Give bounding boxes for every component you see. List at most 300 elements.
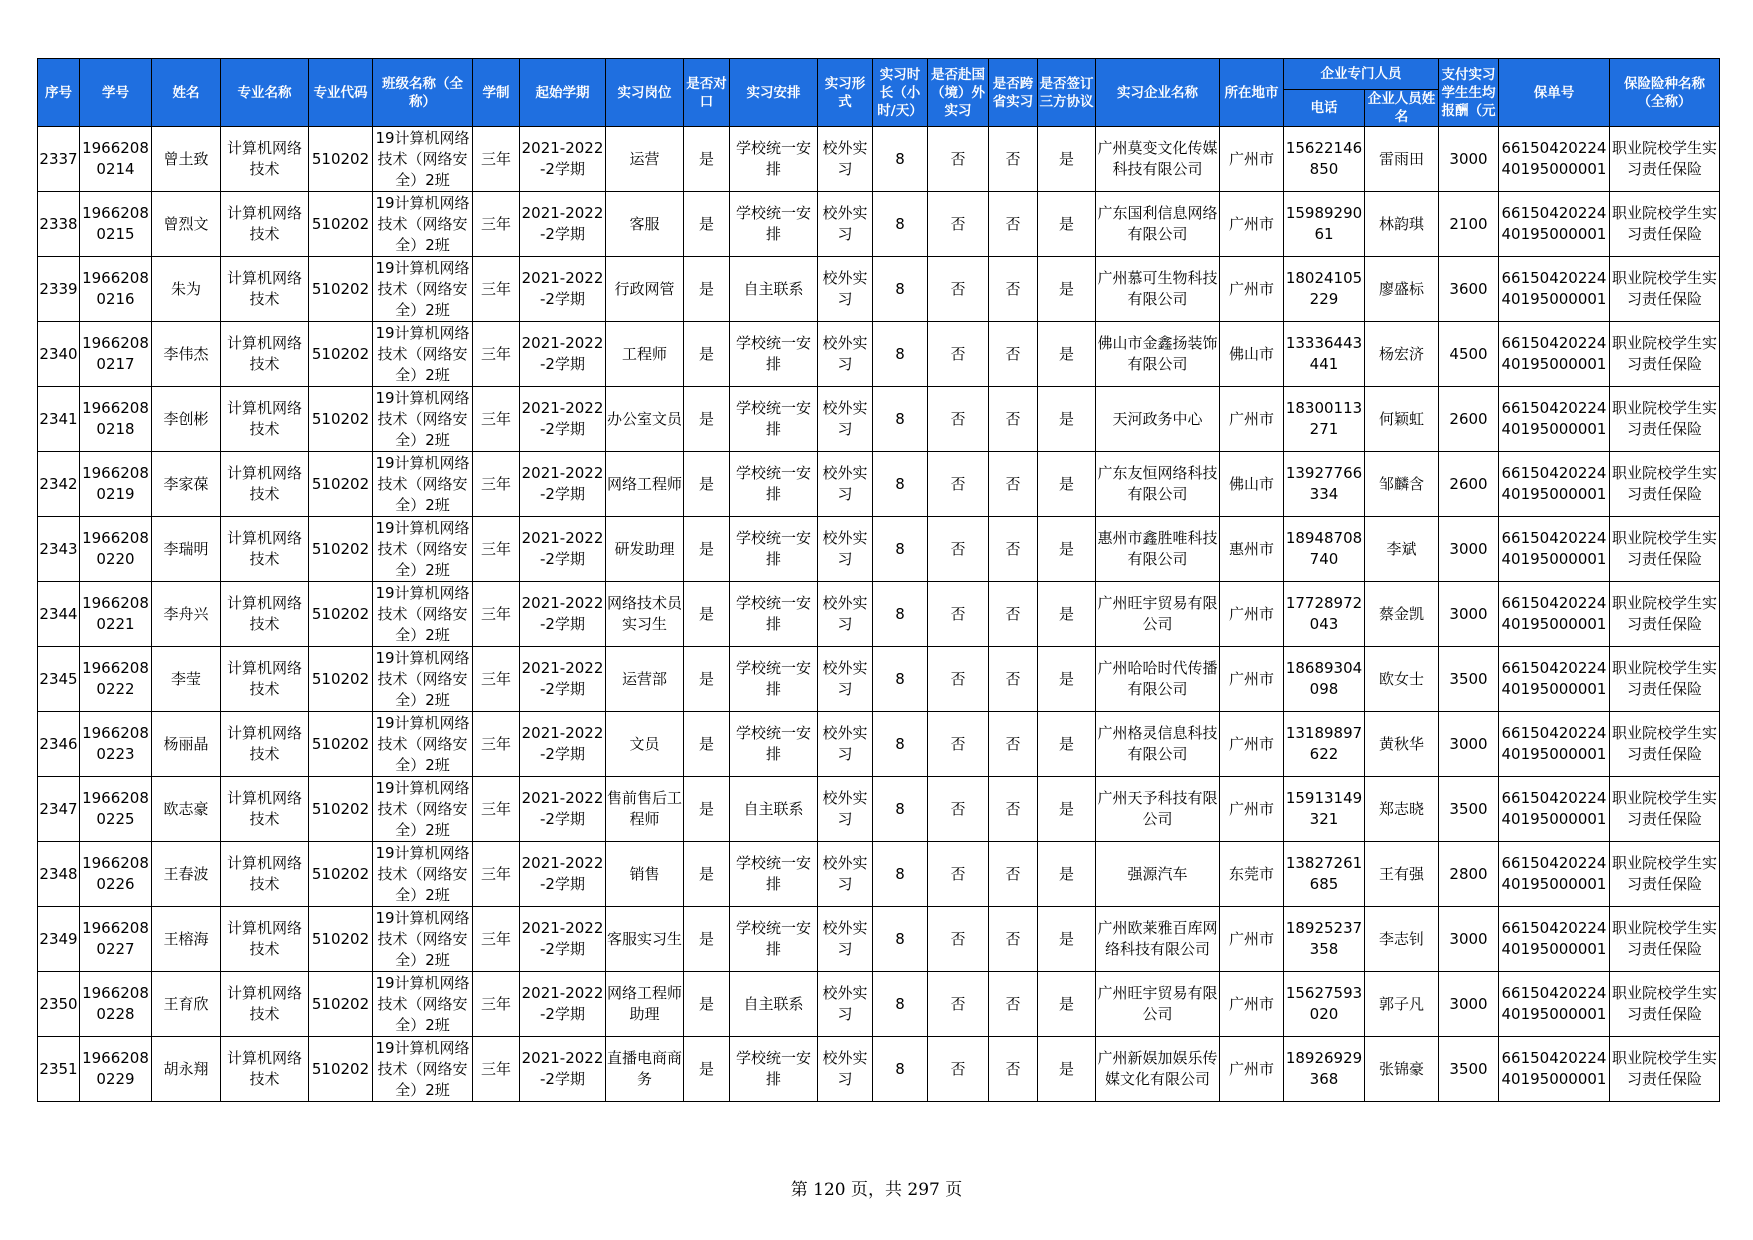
cell-text: 广州市 xyxy=(1228,669,1274,688)
cell-text: 学校统一安排 xyxy=(735,854,811,893)
cell-text: 广州旺宇贸易有限公司 xyxy=(1097,594,1218,633)
cell-text: 李瑞明 xyxy=(163,539,209,558)
cell-hours xyxy=(873,1037,928,1102)
cell-text: 510202 xyxy=(311,279,370,298)
cell-hours xyxy=(873,777,928,842)
cell-text: 是 xyxy=(698,734,714,753)
cell-text: 2349 xyxy=(39,929,78,948)
cell-text: 13336443441 xyxy=(1285,334,1363,373)
cell-student-id xyxy=(80,192,152,257)
cell-text: 否 xyxy=(950,539,966,558)
cell-contact-name xyxy=(1365,127,1439,192)
cell-text: 计算机网络技术 xyxy=(226,1049,302,1088)
cell-policy-no xyxy=(1499,647,1610,712)
cell-abroad xyxy=(928,712,989,777)
cell-text: 2339 xyxy=(39,279,78,298)
cell-arrangement xyxy=(730,127,818,192)
cell-company xyxy=(1096,322,1220,387)
cell-insurance xyxy=(1610,192,1720,257)
cell-text: 否 xyxy=(950,994,966,1013)
cell-text: 否 xyxy=(1005,799,1021,818)
cell-student-id xyxy=(80,582,152,647)
cell-text: 胡永翔 xyxy=(163,1059,209,1078)
cell-abroad xyxy=(928,452,989,517)
cell-text: 张锦豪 xyxy=(1378,1059,1424,1078)
cell-cross-province xyxy=(989,452,1038,517)
cell-duration xyxy=(473,257,520,322)
cell-policy-no xyxy=(1499,517,1610,582)
cell-text: 朱为 xyxy=(170,279,201,298)
cell-text: 2600 xyxy=(1449,474,1488,493)
cell-tripartite xyxy=(1038,127,1096,192)
cell-text: 广州市 xyxy=(1228,214,1274,233)
cell-position xyxy=(606,257,684,322)
header-student-id: 学号 xyxy=(80,59,152,127)
cell-text: 是 xyxy=(698,864,714,883)
cell-text: 18300113271 xyxy=(1285,399,1363,438)
table-row xyxy=(38,972,1720,1037)
cell-name xyxy=(152,452,221,517)
cell-text: 19662080216 xyxy=(82,269,149,308)
cell-arrangement xyxy=(730,842,818,907)
cell-city xyxy=(1220,1037,1284,1102)
cell-text: 3500 xyxy=(1449,1059,1488,1078)
cell-text: 广州慕可生物科技有限公司 xyxy=(1097,269,1218,308)
cell-text: 是 xyxy=(698,994,714,1013)
cell-major-name xyxy=(221,192,309,257)
cell-company xyxy=(1096,387,1220,452)
cell-major-code xyxy=(309,1037,373,1102)
cell-pay xyxy=(1439,1037,1499,1102)
cell-text: 是 xyxy=(698,539,714,558)
cell-text: 职业院校学生实习责任保险 xyxy=(1611,724,1717,763)
cell-text: 自主联系 xyxy=(743,799,804,818)
cell-policy-no xyxy=(1499,452,1610,517)
cell-tripartite xyxy=(1038,517,1096,582)
cell-contact-name xyxy=(1365,1037,1439,1102)
cell-text: 19662080229 xyxy=(82,1049,149,1088)
cell-major-code xyxy=(309,777,373,842)
cell-text: 文员 xyxy=(629,734,660,753)
cell-position xyxy=(606,777,684,842)
internship-table xyxy=(37,58,1720,1102)
cell-major-name xyxy=(221,972,309,1037)
cell-text: 三年 xyxy=(480,799,511,818)
cell-start-term xyxy=(520,517,606,582)
cell-text: 广州市 xyxy=(1228,279,1274,298)
cell-phone xyxy=(1284,582,1365,647)
cell-text: 广州哈哈时代传播有限公司 xyxy=(1097,659,1218,698)
cell-pay xyxy=(1439,582,1499,647)
cell-seq xyxy=(38,387,80,452)
cell-text: 17728972043 xyxy=(1285,594,1363,633)
cell-text: 计算机网络技术 xyxy=(226,204,302,243)
cell-text: 郑志晓 xyxy=(1378,799,1424,818)
cell-text: 是 xyxy=(698,1059,714,1078)
cell-company xyxy=(1096,842,1220,907)
cell-text: 2343 xyxy=(39,539,78,558)
cell-text: 510202 xyxy=(311,604,370,623)
cell-text: 否 xyxy=(950,669,966,688)
cell-city xyxy=(1220,907,1284,972)
cell-start-term xyxy=(520,907,606,972)
table-row xyxy=(38,387,1720,452)
cell-class-name xyxy=(373,907,473,972)
cell-text: 校外实习 xyxy=(822,139,868,178)
cell-text: 研发助理 xyxy=(614,539,675,558)
cell-text: 19计算机网络技术（网络安全）2班 xyxy=(375,323,470,384)
cell-text: 计算机网络技术 xyxy=(226,334,302,373)
cell-hours xyxy=(873,647,928,712)
cell-name xyxy=(152,1037,221,1102)
cell-text: 是 xyxy=(698,409,714,428)
cell-position xyxy=(606,517,684,582)
cell-city xyxy=(1220,322,1284,387)
cell-text: 2021-2022-2学期 xyxy=(521,659,604,698)
cell-phone xyxy=(1284,322,1365,387)
cell-position xyxy=(606,322,684,387)
cell-text: 是 xyxy=(1058,929,1074,948)
cell-form xyxy=(818,192,873,257)
cell-major-name xyxy=(221,517,309,582)
cell-pay xyxy=(1439,777,1499,842)
cell-insurance xyxy=(1610,517,1720,582)
cell-class-name xyxy=(373,972,473,1037)
cell-text: 校外实习 xyxy=(822,724,868,763)
table-row xyxy=(38,1037,1720,1102)
cell-duration xyxy=(473,712,520,777)
page-footer: 第 120 页，共 297 页 xyxy=(790,1180,963,1200)
cell-contact-name xyxy=(1365,972,1439,1037)
cell-text: 是 xyxy=(698,344,714,363)
cell-student-id xyxy=(80,907,152,972)
cell-text: 2348 xyxy=(39,864,78,883)
cell-tripartite xyxy=(1038,647,1096,712)
cell-text: 510202 xyxy=(311,734,370,753)
cell-major-code xyxy=(309,257,373,322)
cell-text: 广东友恒网络科技有限公司 xyxy=(1097,464,1218,503)
cell-cross-province xyxy=(989,257,1038,322)
cell-tripartite xyxy=(1038,712,1096,777)
cell-text: 510202 xyxy=(311,929,370,948)
cell-text: 510202 xyxy=(311,474,370,493)
cell-text: 蔡金凯 xyxy=(1378,604,1424,623)
cell-student-id xyxy=(80,322,152,387)
cell-arrangement xyxy=(730,517,818,582)
cell-text: 6615042022440195000001 xyxy=(1501,789,1607,828)
cell-text: 广州新娱加娱乐传媒文化有限公司 xyxy=(1097,1049,1218,1088)
cell-text: 2342 xyxy=(39,474,78,493)
cell-major-code xyxy=(309,842,373,907)
cell-text: 6615042022440195000001 xyxy=(1501,594,1607,633)
cell-text: 2344 xyxy=(39,604,78,623)
cell-text: 18024105229 xyxy=(1285,269,1363,308)
cell-form xyxy=(818,907,873,972)
cell-insurance xyxy=(1610,712,1720,777)
cell-text: 职业院校学生实习责任保险 xyxy=(1611,464,1717,503)
cell-name xyxy=(152,842,221,907)
cell-text: 8 xyxy=(895,734,905,753)
header-cross-province: 是否跨省实习 xyxy=(989,59,1038,127)
cell-position xyxy=(606,127,684,192)
cell-arrangement xyxy=(730,257,818,322)
cell-text: 6615042022440195000001 xyxy=(1501,724,1607,763)
cell-duration xyxy=(473,907,520,972)
cell-major-name xyxy=(221,257,309,322)
cell-text: 网络工程师助理 xyxy=(607,984,682,1023)
cell-text: 佛山市 xyxy=(1228,474,1274,493)
cell-company xyxy=(1096,517,1220,582)
cell-text: 校外实习 xyxy=(822,399,868,438)
cell-phone xyxy=(1284,517,1365,582)
cell-text: 运营 xyxy=(629,149,660,168)
cell-text: 强源汽车 xyxy=(1127,864,1188,883)
cell-text: 6615042022440195000001 xyxy=(1501,529,1607,568)
cell-insurance xyxy=(1610,257,1720,322)
cell-contact-name xyxy=(1365,907,1439,972)
cell-text: 2021-2022-2学期 xyxy=(521,984,604,1023)
cell-text: 否 xyxy=(1005,604,1021,623)
cell-text: 是 xyxy=(698,474,714,493)
cell-text: 19662080222 xyxy=(82,659,149,698)
cell-start-term xyxy=(520,647,606,712)
header-class-name: 班级名称（全称） xyxy=(373,59,473,127)
cell-text: 计算机网络技术 xyxy=(226,724,302,763)
cell-phone xyxy=(1284,907,1365,972)
cell-text: 李舟兴 xyxy=(163,604,209,623)
cell-major-name xyxy=(221,842,309,907)
cell-class-name xyxy=(373,192,473,257)
cell-text: 网络工程师 xyxy=(607,474,682,493)
cell-form xyxy=(818,127,873,192)
cell-company xyxy=(1096,647,1220,712)
cell-policy-no xyxy=(1499,842,1610,907)
cell-text: 6615042022440195000001 xyxy=(1501,854,1607,893)
cell-text: 510202 xyxy=(311,344,370,363)
cell-start-term xyxy=(520,972,606,1037)
cell-text: 8 xyxy=(895,149,905,168)
cell-hours xyxy=(873,192,928,257)
cell-student-id xyxy=(80,387,152,452)
cell-text: 2021-2022-2学期 xyxy=(521,399,604,438)
cell-text: 19计算机网络技术（网络安全）2班 xyxy=(375,128,470,189)
cell-text: 510202 xyxy=(311,409,370,428)
cell-text: 否 xyxy=(1005,1059,1021,1078)
cell-matched xyxy=(684,712,730,777)
cell-hours xyxy=(873,972,928,1037)
cell-tripartite xyxy=(1038,387,1096,452)
cell-text: 6615042022440195000001 xyxy=(1501,399,1607,438)
cell-text: 3500 xyxy=(1449,799,1488,818)
cell-class-name xyxy=(373,1037,473,1102)
cell-text: 1598929061 xyxy=(1285,204,1363,243)
cell-text: 否 xyxy=(1005,864,1021,883)
cell-text: 职业院校学生实习责任保险 xyxy=(1611,659,1717,698)
cell-text: 广州天予科技有限公司 xyxy=(1097,789,1218,828)
cell-insurance xyxy=(1610,387,1720,452)
table-body xyxy=(38,127,1720,1102)
cell-city xyxy=(1220,192,1284,257)
cell-text: 3000 xyxy=(1449,539,1488,558)
cell-matched xyxy=(684,127,730,192)
cell-form xyxy=(818,582,873,647)
cell-major-code xyxy=(309,322,373,387)
cell-text: 职业院校学生实习责任保险 xyxy=(1611,984,1717,1023)
cell-abroad xyxy=(928,517,989,582)
cell-matched xyxy=(684,387,730,452)
cell-class-name xyxy=(373,842,473,907)
cell-text: 王榕海 xyxy=(163,929,209,948)
cell-text: 510202 xyxy=(311,214,370,233)
cell-text: 职业院校学生实习责任保险 xyxy=(1611,269,1717,308)
cell-position xyxy=(606,712,684,777)
cell-seq xyxy=(38,647,80,712)
cell-text: 2347 xyxy=(39,799,78,818)
cell-duration xyxy=(473,972,520,1037)
cell-text: 是 xyxy=(698,929,714,948)
cell-form xyxy=(818,712,873,777)
cell-phone xyxy=(1284,257,1365,322)
cell-city xyxy=(1220,257,1284,322)
cell-name xyxy=(152,712,221,777)
cell-name xyxy=(152,907,221,972)
cell-text: 否 xyxy=(950,604,966,623)
cell-cross-province xyxy=(989,127,1038,192)
cell-major-code xyxy=(309,907,373,972)
cell-contact-name xyxy=(1365,712,1439,777)
cell-city xyxy=(1220,842,1284,907)
cell-major-name xyxy=(221,712,309,777)
cell-major-code xyxy=(309,972,373,1037)
cell-tripartite xyxy=(1038,452,1096,517)
cell-text: 否 xyxy=(950,214,966,233)
cell-abroad xyxy=(928,907,989,972)
cell-major-code xyxy=(309,387,373,452)
cell-position xyxy=(606,972,684,1037)
cell-text: 计算机网络技术 xyxy=(226,464,302,503)
cell-text: 杨宏济 xyxy=(1378,344,1424,363)
cell-insurance xyxy=(1610,647,1720,712)
cell-text: 职业院校学生实习责任保险 xyxy=(1611,529,1717,568)
cell-name xyxy=(152,387,221,452)
cell-policy-no xyxy=(1499,907,1610,972)
cell-text: 510202 xyxy=(311,669,370,688)
cell-name xyxy=(152,322,221,387)
cell-text: 8 xyxy=(895,279,905,298)
cell-start-term xyxy=(520,1037,606,1102)
cell-start-term xyxy=(520,127,606,192)
cell-text: 三年 xyxy=(480,409,511,428)
cell-text: 计算机网络技术 xyxy=(226,984,302,1023)
cell-company xyxy=(1096,777,1220,842)
table-row xyxy=(38,192,1720,257)
cell-text: 学校统一安排 xyxy=(735,334,811,373)
cell-hours xyxy=(873,842,928,907)
cell-duration xyxy=(473,647,520,712)
cell-text: 是 xyxy=(1058,604,1074,623)
cell-text: 校外实习 xyxy=(822,854,868,893)
cell-name xyxy=(152,647,221,712)
cell-text: 学校统一安排 xyxy=(735,464,811,503)
cell-pay xyxy=(1439,257,1499,322)
cell-text: 是 xyxy=(1058,409,1074,428)
cell-hours xyxy=(873,907,928,972)
cell-text: 学校统一安排 xyxy=(735,594,811,633)
cell-major-name xyxy=(221,127,309,192)
cell-arrangement xyxy=(730,907,818,972)
cell-text: 否 xyxy=(1005,929,1021,948)
cell-pay xyxy=(1439,907,1499,972)
cell-text: 李斌 xyxy=(1386,539,1417,558)
cell-text: 19计算机网络技术（网络安全）2班 xyxy=(375,388,470,449)
cell-text: 三年 xyxy=(480,864,511,883)
cell-cross-province xyxy=(989,647,1038,712)
cell-start-term xyxy=(520,387,606,452)
cell-text: 计算机网络技术 xyxy=(226,399,302,438)
cell-text: 否 xyxy=(1005,734,1021,753)
cell-matched xyxy=(684,972,730,1037)
cell-seq xyxy=(38,972,80,1037)
cell-duration xyxy=(473,582,520,647)
cell-name xyxy=(152,972,221,1037)
cell-text: 是 xyxy=(698,604,714,623)
cell-text: 8 xyxy=(895,799,905,818)
cell-text: 19662080223 xyxy=(82,724,149,763)
cell-text: 售前售后工程师 xyxy=(607,789,682,828)
cell-cross-province xyxy=(989,192,1038,257)
cell-text: 校外实习 xyxy=(822,919,868,958)
cell-text: 何颖虹 xyxy=(1378,409,1424,428)
cell-text: 2021-2022-2学期 xyxy=(521,1049,604,1088)
cell-text: 8 xyxy=(895,474,905,493)
cell-text: 计算机网络技术 xyxy=(226,789,302,828)
cell-text: 2100 xyxy=(1449,214,1488,233)
cell-text: 否 xyxy=(950,409,966,428)
cell-text: 否 xyxy=(1005,539,1021,558)
cell-text: 4500 xyxy=(1449,344,1488,363)
cell-student-id xyxy=(80,452,152,517)
header-major-name: 专业名称 xyxy=(221,59,309,127)
cell-cross-province xyxy=(989,517,1038,582)
cell-text: 2021-2022-2学期 xyxy=(521,204,604,243)
cell-policy-no xyxy=(1499,322,1610,387)
cell-text: 欧志豪 xyxy=(163,799,209,818)
header-form: 实习形式 xyxy=(818,59,873,127)
cell-student-id xyxy=(80,647,152,712)
cell-contact-name xyxy=(1365,582,1439,647)
table-row xyxy=(38,907,1720,972)
cell-policy-no xyxy=(1499,257,1610,322)
cell-text: 学校统一安排 xyxy=(735,139,811,178)
cell-text: 2351 xyxy=(39,1059,78,1078)
cell-contact-name xyxy=(1365,192,1439,257)
cell-text: 6615042022440195000001 xyxy=(1501,464,1607,503)
cell-text: 2021-2022-2学期 xyxy=(521,269,604,308)
cell-pay xyxy=(1439,192,1499,257)
cell-major-code xyxy=(309,647,373,712)
cell-text: 6615042022440195000001 xyxy=(1501,334,1607,373)
cell-text: 网络技术员实习生 xyxy=(607,594,682,633)
cell-text: 3500 xyxy=(1449,669,1488,688)
cell-text: 是 xyxy=(698,799,714,818)
cell-major-name xyxy=(221,647,309,712)
cell-text: 是 xyxy=(1058,474,1074,493)
header-start-term: 起始学期 xyxy=(520,59,606,127)
cell-hours xyxy=(873,127,928,192)
cell-position xyxy=(606,192,684,257)
cell-text: 3000 xyxy=(1449,734,1488,753)
cell-text: 2340 xyxy=(39,344,78,363)
